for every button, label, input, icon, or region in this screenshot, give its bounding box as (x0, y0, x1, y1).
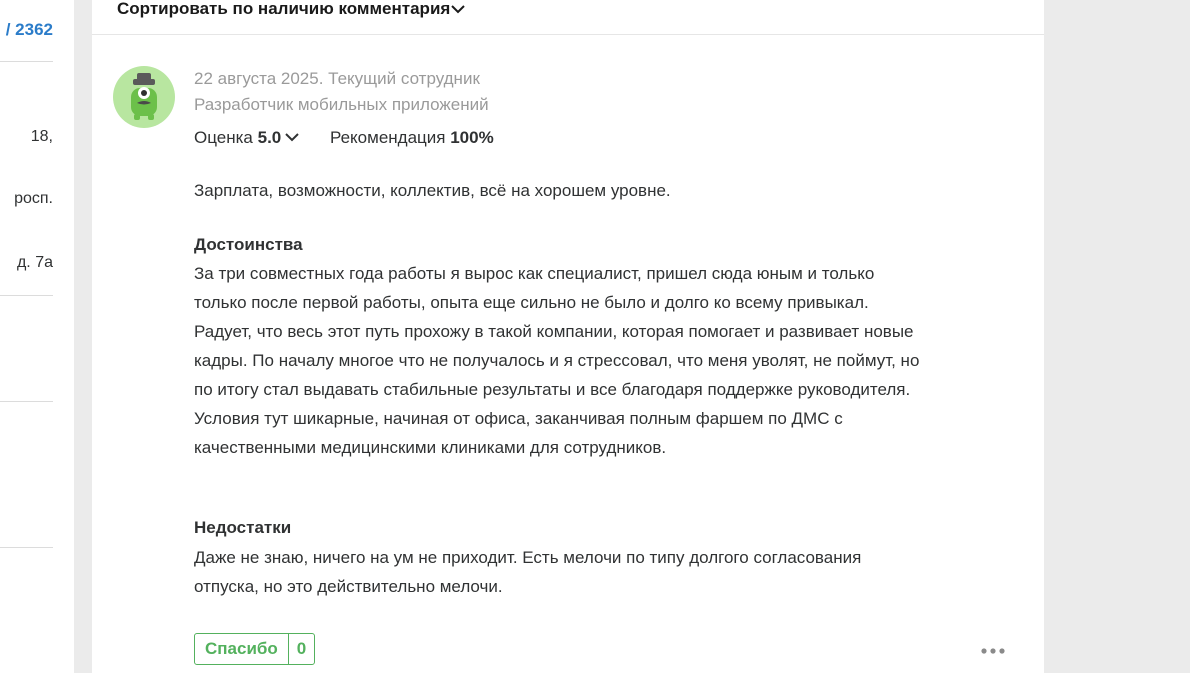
more-dots-icon[interactable] (980, 645, 1006, 657)
rating-row (194, 128, 494, 148)
review-position: Разработчик мобильных приложений (194, 95, 489, 114)
rating-value[interactable]: 5.0 (257, 128, 282, 147)
pager-total[interactable]: / 2362 (5, 20, 53, 39)
chevron-down-icon[interactable] (451, 4, 465, 14)
review-summary: Зарплата, возможности, коллектив, всё на хорошем уровне. (194, 181, 671, 200)
address-fragment: д. 7а (16, 254, 53, 271)
chevron-down-icon[interactable] (285, 132, 299, 142)
divider (0, 547, 53, 548)
left-column (0, 0, 74, 673)
divider (0, 295, 53, 296)
divider (0, 401, 53, 402)
cons-title: Недостатки (194, 518, 292, 537)
thanks-button[interactable] (194, 633, 315, 665)
sort-bar (92, 0, 1044, 35)
address-fragment: росп. (14, 190, 53, 207)
column-gap (74, 0, 92, 673)
mascot-avatar-icon (113, 66, 175, 128)
address-fragment: 18, (30, 128, 53, 145)
divider (0, 61, 53, 62)
pros-text: За три совместных года работы я вырос как специалист, пришел сюда юным и только только после первой работы, опыта еще сильно не было и долго ко всему привыкал. Радует, что весь этот путь прохожу в такой компании, которая помогает и развивает новые кадры. По началу многое что не получалось и я стрессовал, что меня уволят, не поймут, но по итогу стал выдавать стабильные результаты и все благодаря поддержке руководителя. Условия тут шикарные, начиная от офиса, заканчивая полным фаршем по ДМС с качественными медицинскими клиниками для сотрудников. (194, 264, 920, 457)
recommend-label: Рекомендация (330, 128, 446, 147)
reviews-panel (92, 0, 1044, 673)
rating-label: Оценка (194, 128, 253, 147)
review-date-status: 22 августа 2025. Текущий сотрудник (194, 69, 480, 88)
pros-title: Достоинства (194, 235, 303, 254)
thanks-count: 0 (296, 639, 307, 658)
sort-dropdown-label[interactable]: Сортировать по наличию комментария (117, 0, 451, 18)
recommend-value: 100% (450, 128, 494, 147)
cons-text: Даже не знаю, ничего на ум не приходит. Есть мелочи по типу долгого согласования отпуска, но это действительно мелочи. (194, 548, 862, 596)
thanks-label[interactable]: Спасибо (195, 634, 289, 664)
page-background (1044, 0, 1190, 673)
